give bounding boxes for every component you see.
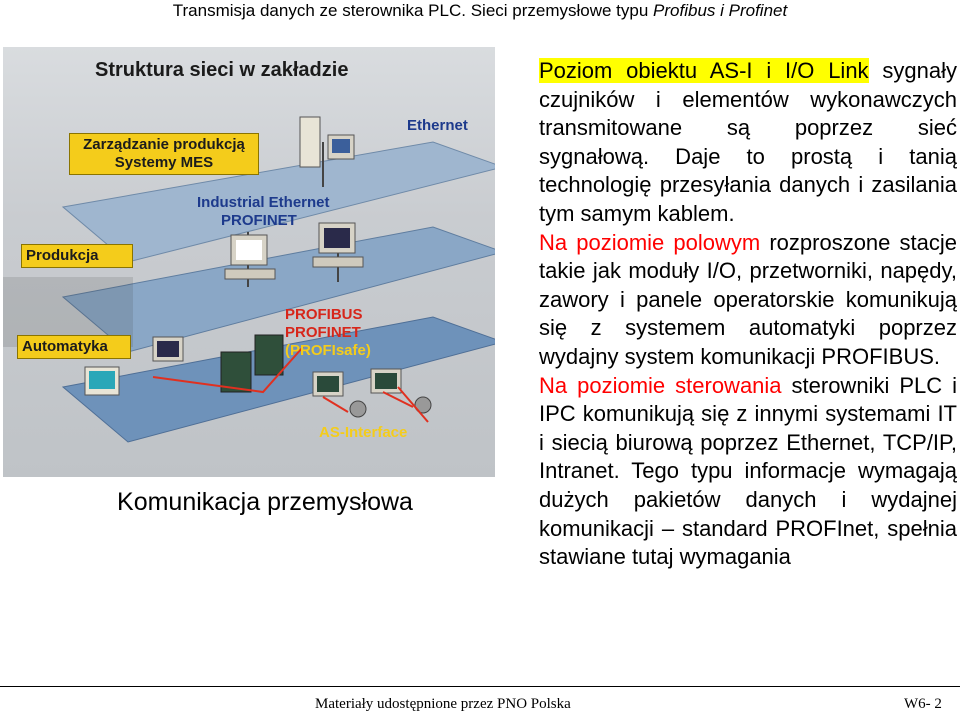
mes-label [69,133,259,175]
server-tower-icon [300,117,320,167]
industrial-ethernet-label [197,194,330,230]
header-title-italic: Profibus i Profinet [653,1,788,20]
sensor-icon [350,401,366,417]
control-level-text: sterowniki PLC i IPC komunikują się z innymi systemami IT i siecią biurową poprzez Ethernet, TCP/IP, Intranet. Tego typu informacje wymagają dużych pakietów danych i wydajnej komunikacji – standard PROFInet, spełnia stawiane tutaj wymagania [539,372,957,570]
paragraph-field-level [539,229,957,372]
object-level-text: sygnały czujników i elementów wykonawczych transmitowane są poprzez sieć sygnałową. Daje to prostą i tanią technologię przesyłania danych i zasilania tym samym kablem. [539,58,957,226]
figure-caption: Komunikacja przemysłowa [117,488,413,516]
mes-label-line2: Systemy MES [114,154,214,171]
network-structure-figure [3,47,495,477]
profibus-line3: (PROFIsafe) [285,342,371,359]
footer-page-number: W6- 2 [904,696,942,712]
footer-divider [0,686,960,687]
industrial-ethernet-line1: Industrial Ethernet [197,194,330,211]
produkcja-label: Produkcja [21,244,133,268]
paragraph-control-level [539,372,957,572]
figure-title: Struktura sieci w zakładzie [95,59,349,81]
ethernet-label: Ethernet [407,117,468,134]
field-level-highlight: Na poziomie polowym [539,229,761,255]
profibus-line1: PROFIBUS [285,306,363,323]
profibus-line2: PROFINET [285,324,361,341]
industrial-ethernet-line2: PROFINET [221,212,297,229]
page-header [0,1,960,21]
footer-source: Materiały udostępnione przez PNO Polska [315,696,571,712]
control-level-highlight: Na poziomie sterowania [539,372,782,398]
plc-rack-icon [255,335,283,375]
body-text [539,57,957,572]
object-level-highlight: Poziom obiektu AS-I i I/O Link [539,58,869,83]
mes-label-line1: Zarządzanie produkcją [83,136,245,153]
profibus-label [285,306,371,360]
field-level-text: rozproszone stacje takie jak moduły I/O, przetworniki, napędy, zawory i panele operatorskie komunikują się z systemem automatyki poprzez wydajny system komunikacji PROFIBUS. [539,229,957,369]
paragraph-object-level [539,57,957,229]
automatyka-label: Automatyka [17,335,131,359]
header-title: Transmisja danych ze sterownika PLC. Sieci przemysłowe typu [172,1,654,20]
as-interface-label: AS-Interface [319,424,408,441]
